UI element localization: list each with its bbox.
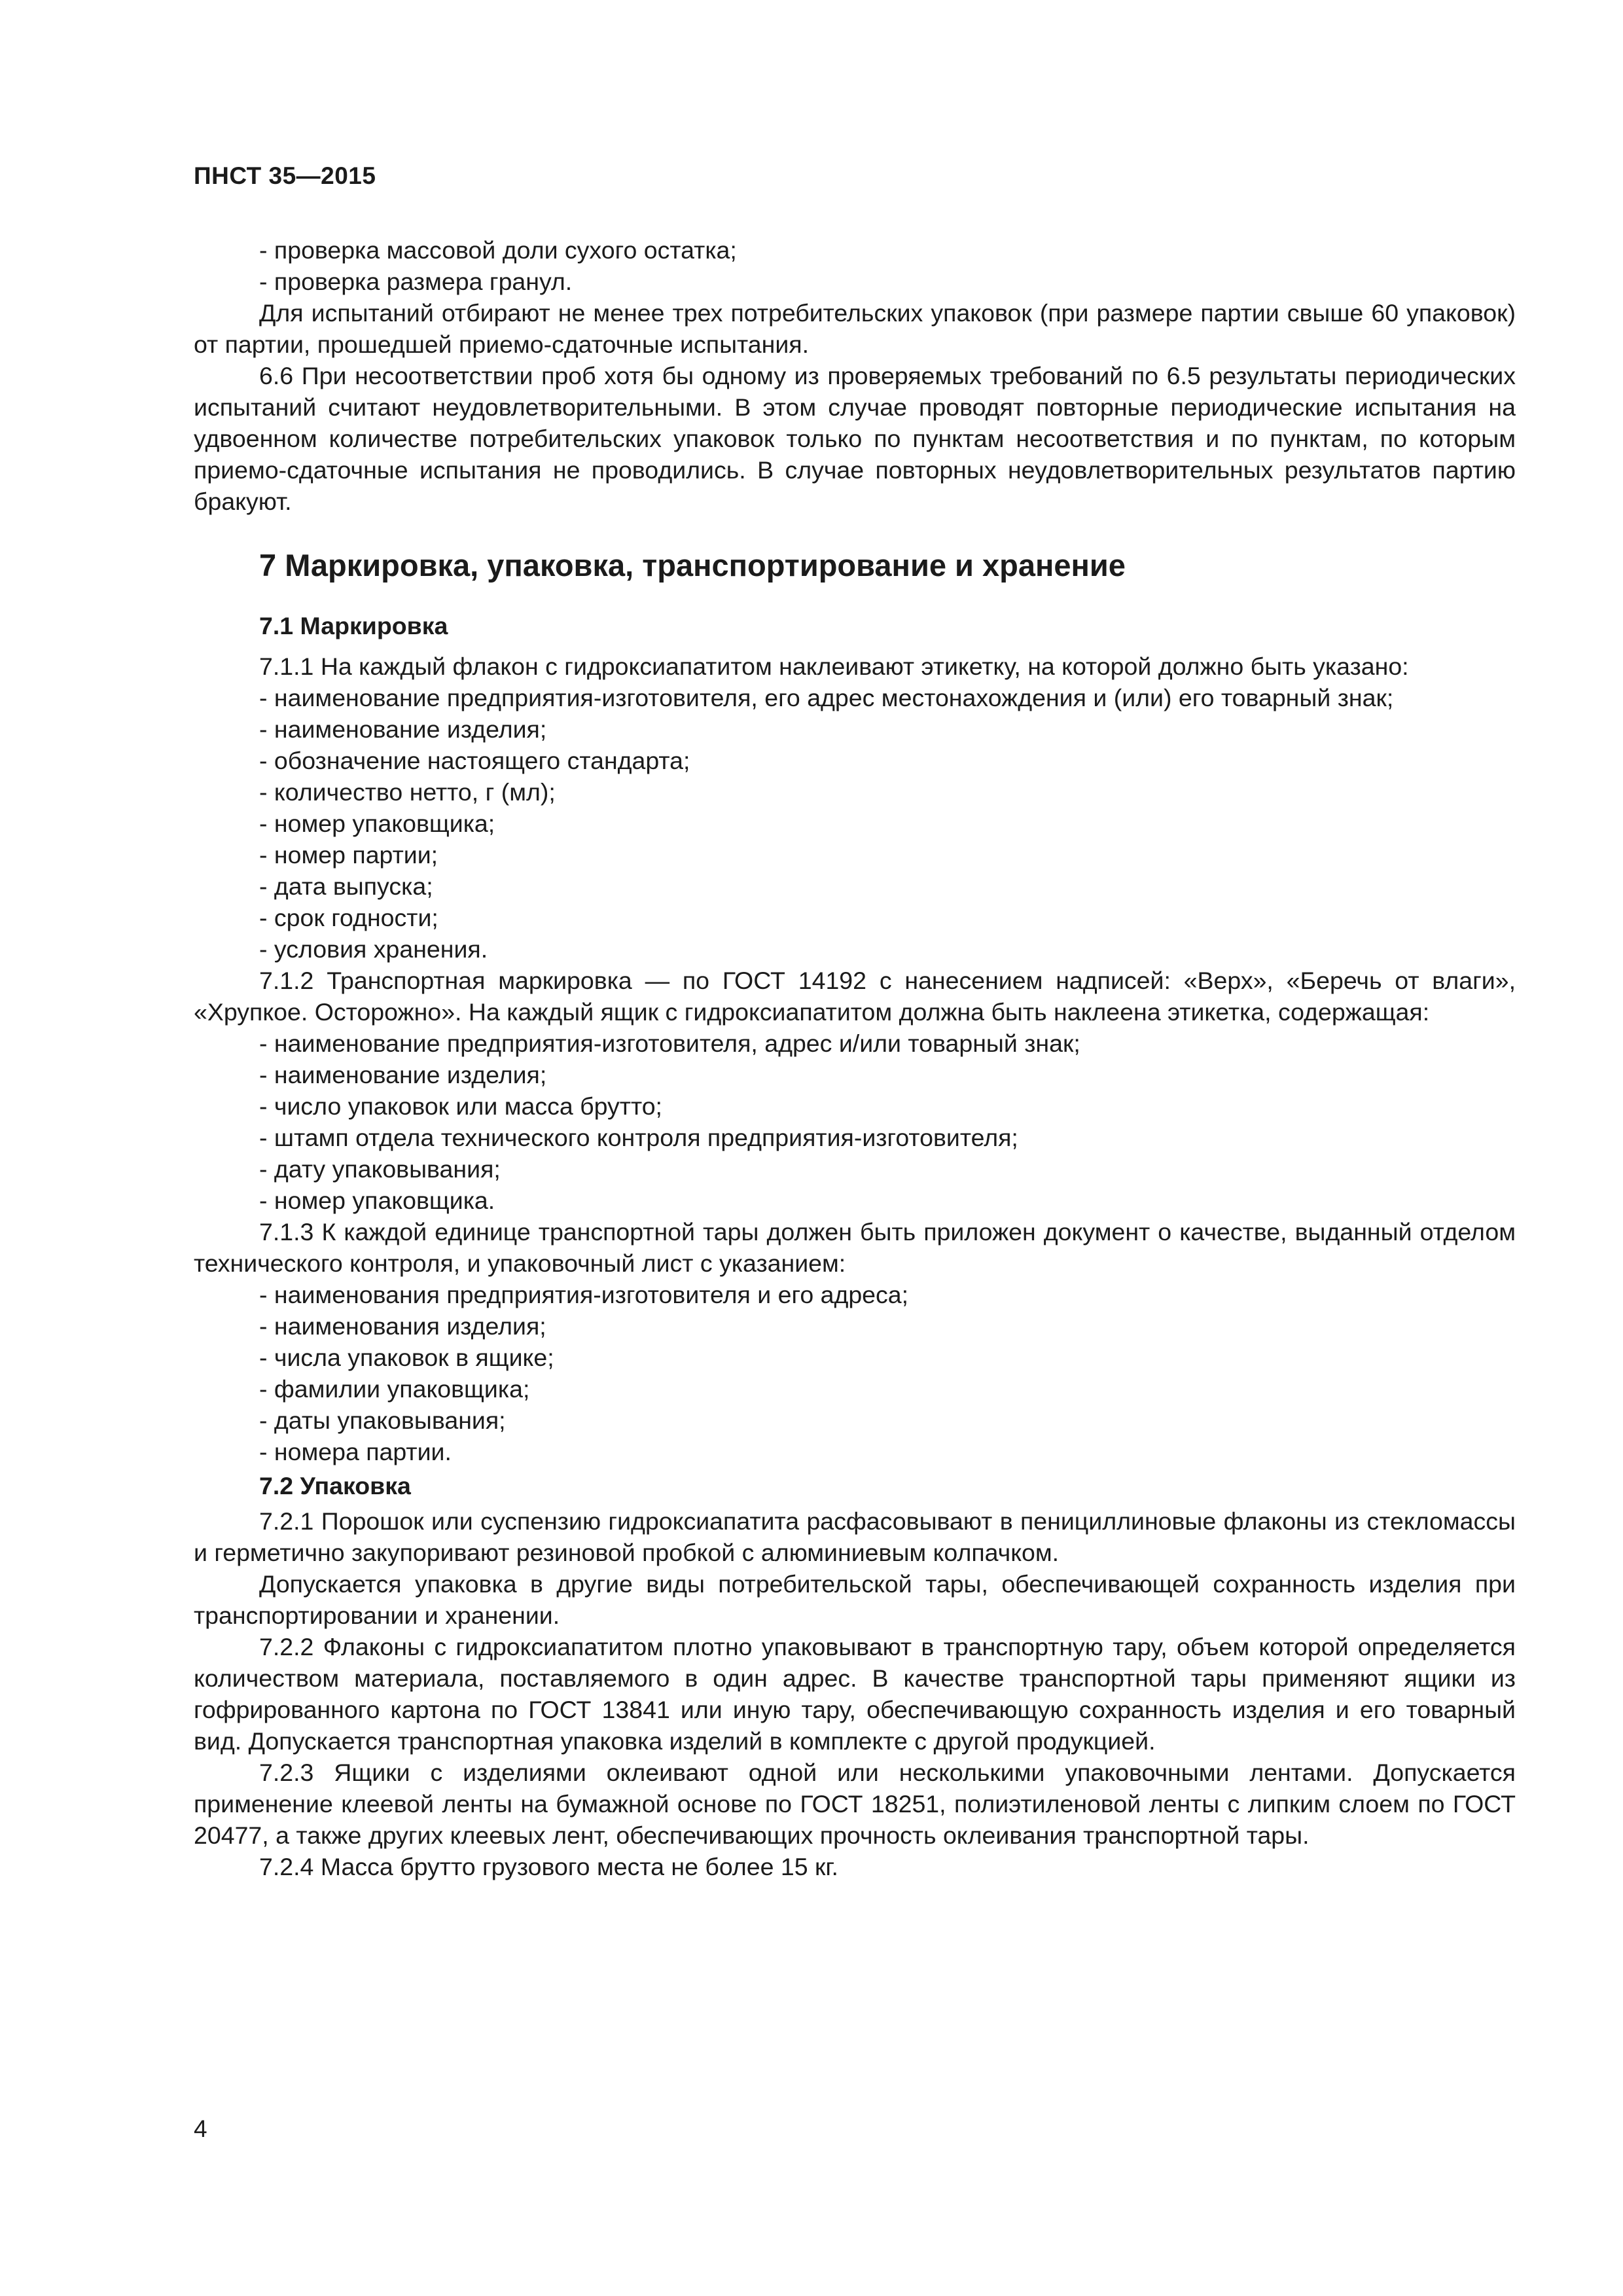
list-item: - наименование предприятия-изготовителя, его адрес местонахождения и (или) его товарный знак; <box>259 684 1394 711</box>
list-item: - номер партии; <box>259 841 438 869</box>
list-item: - дату упаковывания; <box>259 1155 501 1183</box>
document-body <box>194 234 1516 1882</box>
list-item: - обозначение настоящего стандарта; <box>259 747 690 774</box>
section-heading: 7 Маркировка, упаковка, транспортирование и хранение <box>259 548 1126 583</box>
paragraph: 7.1.2 Транспортная маркировка — по ГОСТ 14192 с нанесением надписей: «Верх», «Беречь от влаги», «Хрупкое. Осторожно». На каждый ящик с гидроксиапатитом должна быть наклеена этикетка, содержащая: <box>194 967 1516 1026</box>
document-header: ПНСТ 35—2015 <box>194 162 376 189</box>
list-item: - номера партии. <box>259 1438 452 1465</box>
list-item: - условия хранения. <box>259 935 488 963</box>
list-item: - фамилии упаковщика; <box>259 1375 530 1403</box>
list-item: - номер упаковщика; <box>259 810 495 837</box>
paragraph: 7.2.3 Ящики с изделиями оклеивают одной или несколькими упаковочными лентами. Допускается применение клеевой ленты на бумажной основе по ГОСТ 18251, полиэтиленовой ленты с липким слоем по ГОСТ 20477, а также других клеевых лент, обеспечивающих прочность оклеивания транспортной тары. <box>194 1759 1516 1849</box>
list-item: - штамп отдела технического контроля предприятия-изготовителя; <box>259 1124 1018 1151</box>
subsection-heading: 7.2 Упаковка <box>259 1472 411 1499</box>
subsection-heading: 7.1 Маркировка <box>259 612 448 639</box>
paragraph: 6.6 При несоответствии проб хотя бы одному из проверяемых требований по 6.5 результаты периодических испытаний считают неудовлетворительными. В этом случае проводят повторные периодические испытания на удвоенном количестве потребительских упаковок только по пунктам несоответствия и по пунктам, по которым приемо-сдаточные испытания не проводились. В случае повторных неудовлетворительных результатов партию бракуют. <box>194 362 1516 515</box>
paragraph: 7.2.4 Масса брутто грузового места не более 15 кг. <box>259 1853 838 1880</box>
list-item: - наименование изделия; <box>259 1061 547 1088</box>
list-item: - количество нетто, г (мл); <box>259 778 556 806</box>
paragraph: Допускается упаковка в другие виды потребительской тары, обеспечивающей сохранность изделия при транспортировании и хранении. <box>194 1570 1516 1629</box>
paragraph: 7.2.2 Флаконы с гидроксиапатитом плотно упаковывают в транспортную тару, объем которой определяется количеством материала, поставляемого в один адрес. В качестве транспортной тары применяют ящики из гофрированного картона по ГОСТ 13841 или иную тару, обеспечивающую сохранность изделия и его товарный вид. Допускается транспортная упаковка изделий в комплекте с другой продукцией. <box>194 1633 1516 1755</box>
list-item: - число упаковок или масса брутто; <box>259 1092 662 1120</box>
list-item: - наименования предприятия-изготовителя и его адреса; <box>259 1281 909 1308</box>
paragraph: 7.1.1 На каждый флакон с гидроксиапатитом наклеивают этикетку, на которой должно быть указано: <box>259 653 1409 680</box>
list-item: - срок годности; <box>259 904 438 931</box>
list-item: - даты упаковывания; <box>259 1407 506 1434</box>
page-number: 4 <box>194 2115 207 2142</box>
list-item: - наименование изделия; <box>259 715 547 743</box>
list-item: - наименование предприятия-изготовителя, адрес и/или товарный знак; <box>259 1030 1080 1057</box>
list-item: - номер упаковщика. <box>259 1187 495 1214</box>
paragraph: Для испытаний отбирают не менее трех потребительских упаковок (при размере партии свыше 60 упаковок) от партии, прошедшей приемо-сдаточные испытания. <box>194 299 1516 358</box>
list-item: - проверка размера гранул. <box>259 268 573 295</box>
list-item: - дата выпуска; <box>259 872 433 900</box>
paragraph: 7.1.3 К каждой единице транспортной тары должен быть приложен документ о качестве, выданный отделом технического контроля, и упаковочный лист с указанием: <box>194 1218 1516 1277</box>
list-item: - наименования изделия; <box>259 1312 546 1340</box>
list-item: - проверка массовой доли сухого остатка; <box>259 236 737 264</box>
list-item: - числа упаковок в ящике; <box>259 1344 554 1371</box>
paragraph: 7.2.1 Порошок или суспензию гидроксиапатита расфасовывают в пенициллиновые флаконы из стекломассы и герметично закупоривают резиновой пробкой с алюминиевым колпачком. <box>194 1507 1516 1566</box>
